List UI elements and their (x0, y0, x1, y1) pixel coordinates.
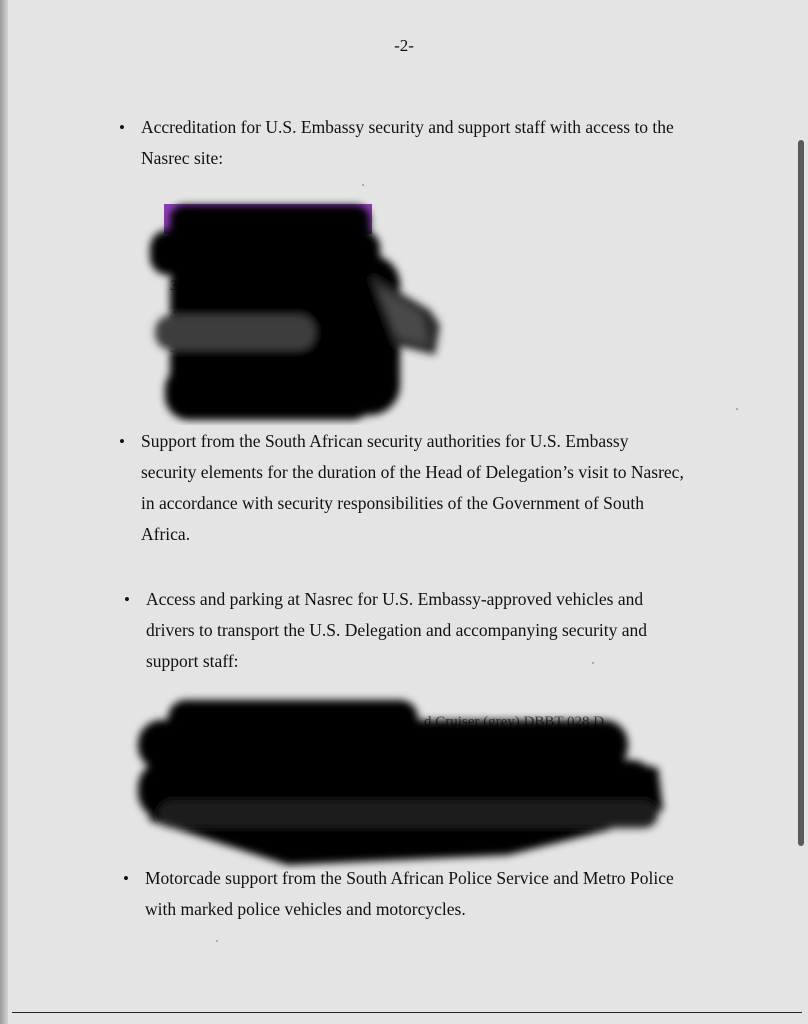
redaction-mark (140, 195, 450, 425)
bullet-line: Motorcade support from the South African Police Service and Metro Police (145, 868, 674, 888)
bullet-line: Access and parking at Nasrec for U.S. Embassy-approved vehicles and (146, 589, 644, 609)
bullet-line: security elements for the duration of the Head of Delegation’s visit to Nasrec, (141, 462, 684, 482)
bullet-line: Nasrec site: (141, 148, 224, 168)
bullet-icon: • (123, 869, 129, 888)
bullet-item-access-parking (124, 584, 746, 677)
scan-speck (736, 408, 738, 410)
bullet-item-accreditation (119, 112, 741, 174)
page-left-edge (0, 0, 8, 1024)
redaction-mark (128, 690, 673, 870)
scan-speck (216, 940, 218, 942)
bullet-item-security-support (119, 426, 741, 550)
scan-speck (362, 184, 364, 186)
bullet-line: Accreditation for U.S. Embassy security and support staff with access to the (141, 117, 674, 137)
bullet-line: Africa. (141, 524, 191, 544)
bullet-line: drivers to transport the U.S. Delegation and accompanying security and (146, 620, 648, 640)
bullet-line: Support from the South African security authorities for U.S. Embassy (141, 431, 629, 451)
bullet-icon: • (119, 432, 125, 451)
bullet-icon: • (119, 118, 125, 137)
scrollbar-thumb[interactable] (798, 140, 804, 846)
bullet-item-motorcade (123, 863, 745, 925)
bullet-line: support staff: (146, 651, 239, 671)
scan-speck (592, 662, 594, 664)
bullet-icon: • (124, 590, 130, 609)
bullet-line: in accordance with security responsibilities of the Government of South (141, 493, 644, 513)
bullet-line: with marked police vehicles and motorcycles. (145, 899, 466, 919)
page-bottom-rule (12, 1012, 802, 1013)
page-number: -2- (394, 36, 414, 55)
